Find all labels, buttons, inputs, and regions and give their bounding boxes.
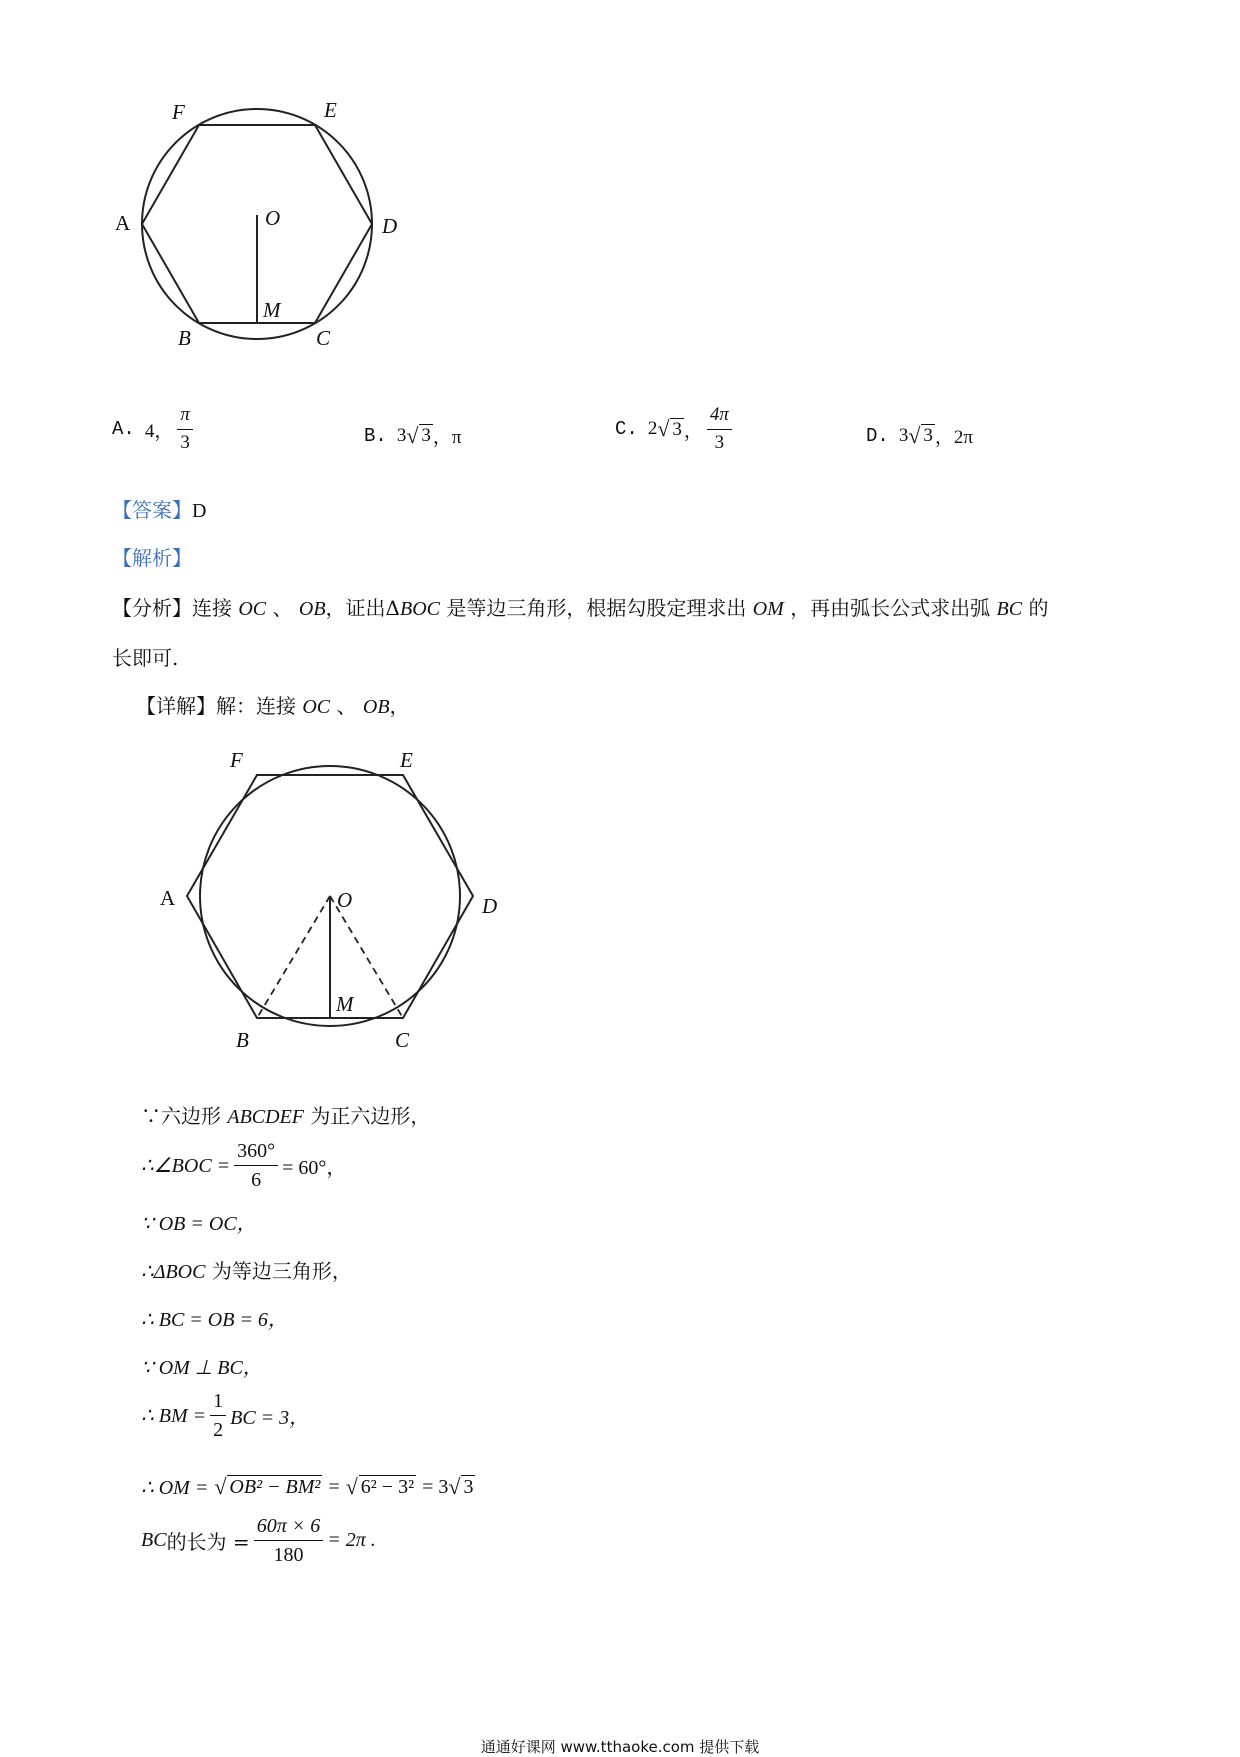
analysis-tag: 【解析】 xyxy=(112,546,192,570)
option-a-value: 4， xyxy=(144,420,174,442)
step-2 xyxy=(141,1140,346,1191)
step-4-pre: ∴ΔBOC xyxy=(141,1261,206,1283)
option-b-rest: ，π xyxy=(432,427,462,448)
step-7-post: BC = 3， xyxy=(230,1407,310,1429)
option-b-label: B. xyxy=(364,424,387,447)
option-c-fraction xyxy=(707,405,732,454)
option-d-radicand: 3 xyxy=(923,425,933,446)
sqrt-symbol: √ xyxy=(214,1474,227,1499)
figure-hexagon-1 xyxy=(100,95,430,385)
step-2-num: 360° xyxy=(234,1140,278,1166)
option-d-label: D. xyxy=(866,424,889,447)
step-8-post: = 3 xyxy=(422,1475,449,1498)
fenxi-t3: ，证出Δ xyxy=(325,596,400,620)
fenxi-ob: OB xyxy=(298,598,326,620)
step-9-mid: 的长为 = xyxy=(166,1530,250,1554)
fenxi-t2: 、 xyxy=(272,596,293,620)
figure-hexagon-2 xyxy=(150,745,520,1075)
step-9-post: = 2π . xyxy=(327,1529,376,1551)
step-8-radicand-3: 3 xyxy=(463,1476,474,1498)
step-4-post: 为等边三角形， xyxy=(211,1259,352,1283)
step-9-num: 60π × 6 xyxy=(254,1515,324,1541)
step-8 xyxy=(141,1474,475,1500)
step-5: ∴ BC = OB = 6， xyxy=(141,1309,288,1331)
detail-t2: 、 xyxy=(336,694,357,718)
label-c-1: C xyxy=(316,326,331,350)
label-b-2: B xyxy=(236,1028,249,1052)
option-c xyxy=(615,405,736,454)
sqrt-symbol: √ xyxy=(345,1474,358,1499)
fenxi-tag: 【分析】 xyxy=(112,596,192,620)
step-2-post: = 60°， xyxy=(282,1157,347,1179)
step-4 xyxy=(141,1255,352,1284)
step-3: ∵ OB = OC， xyxy=(141,1213,257,1235)
step-9 xyxy=(141,1515,376,1566)
label-m-1: M xyxy=(263,298,281,322)
option-c-radicand: 3 xyxy=(672,418,682,440)
sqrt-symbol: √ xyxy=(448,1474,461,1499)
step-7-pre: ∴ BM = xyxy=(141,1405,207,1427)
option-d xyxy=(866,422,973,449)
option-d-rest: ，2π xyxy=(934,427,973,448)
answer-value: D xyxy=(192,500,207,522)
option-a-num: π xyxy=(177,405,193,430)
label-d-2: D xyxy=(482,894,498,918)
option-a-label: A. xyxy=(112,418,135,441)
fenxi-bc: BC xyxy=(996,598,1023,620)
sqrt-symbol: √ xyxy=(657,416,670,442)
step-7-fraction xyxy=(210,1390,226,1441)
step-9-pre: BC xyxy=(141,1529,167,1551)
fenxi-t5: ，再由弧长公式求出弧 xyxy=(790,596,991,620)
fenxi-om: OM xyxy=(752,598,784,620)
step-7 xyxy=(141,1390,309,1441)
fenxi-t4: 是等边三角形，根据勾股定理求出 xyxy=(446,596,747,620)
option-c-label: C. xyxy=(615,418,638,441)
option-b xyxy=(364,422,461,449)
fenxi-t1: 连接 xyxy=(192,596,232,620)
detail-tag: 【详解】 xyxy=(136,694,216,718)
option-c-sep: ， xyxy=(683,420,703,442)
label-e-2: E xyxy=(400,748,413,772)
label-f-2: F xyxy=(230,748,243,772)
step-1-var: ABCDEF xyxy=(227,1106,305,1128)
step-1-post: 为正六边形， xyxy=(310,1104,431,1128)
option-c-den: 3 xyxy=(714,431,725,453)
label-a-2: A xyxy=(160,886,176,910)
segment-ob-dashed xyxy=(257,896,330,1018)
option-c-num: 4π xyxy=(707,405,732,430)
detail-t1: 解：连接 xyxy=(216,694,296,718)
fenxi-t6: 的 xyxy=(1028,596,1049,620)
option-a-den: 3 xyxy=(180,431,190,453)
option-c-coef: 2 xyxy=(647,418,658,440)
footer-text: 通通好课网 www.tthaoke.com 提供下载 xyxy=(480,1738,760,1756)
option-b-coef: 3 xyxy=(396,424,407,446)
step-8-radicand-1: OB² − BM² xyxy=(229,1476,321,1498)
label-b-1: B xyxy=(178,326,191,350)
step-8-eq: = xyxy=(328,1475,340,1498)
step-9-fraction xyxy=(254,1515,324,1566)
label-o-1: O xyxy=(265,206,281,230)
detail-line xyxy=(136,690,410,719)
label-f-1: F xyxy=(172,100,185,124)
sqrt-symbol: √ xyxy=(908,422,921,448)
option-b-radicand: 3 xyxy=(421,425,431,446)
step-2-den: 6 xyxy=(251,1169,262,1191)
option-a xyxy=(112,405,197,454)
step-7-den: 2 xyxy=(213,1419,224,1441)
step-2-fraction xyxy=(234,1140,278,1191)
label-m-2: M xyxy=(336,992,354,1016)
answer-line xyxy=(112,494,206,523)
fenxi-oc: OC xyxy=(238,598,267,620)
step-2-pre: ∴∠BOC = xyxy=(141,1155,231,1177)
step-1-pre: ∵六边形 xyxy=(141,1104,221,1128)
answer-tag: 【答案】 xyxy=(112,498,192,522)
step-8-pre: ∴ OM = xyxy=(141,1476,209,1499)
label-e-1: E xyxy=(324,98,337,122)
fenxi-boc: BOC xyxy=(400,598,440,620)
label-o-2: O xyxy=(337,888,353,912)
detail-oc: OC xyxy=(302,696,331,718)
fenxi-line-2: 长即可. xyxy=(112,646,179,670)
option-a-fraction xyxy=(177,405,193,454)
label-a-1: A xyxy=(115,211,131,235)
label-c-2: C xyxy=(395,1028,410,1052)
detail-ob: OB xyxy=(362,696,390,718)
label-d-1: D xyxy=(382,214,398,238)
fenxi-line-1 xyxy=(112,592,1048,621)
sqrt-symbol: √ xyxy=(406,422,419,448)
option-d-coef: 3 xyxy=(898,424,909,446)
step-6: ∵ OM ⊥ BC， xyxy=(141,1357,263,1379)
step-9-den: 180 xyxy=(273,1544,304,1566)
step-8-radicand-2: 6² − 3² xyxy=(360,1476,415,1498)
detail-t3: ， xyxy=(389,694,410,718)
step-7-num: 1 xyxy=(210,1390,226,1416)
step-1 xyxy=(141,1100,430,1129)
